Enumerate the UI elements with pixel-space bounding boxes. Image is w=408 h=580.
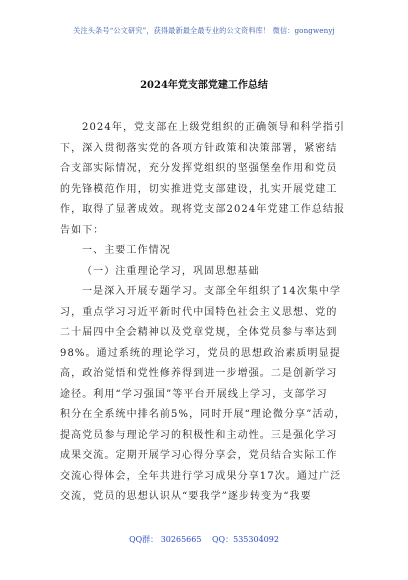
paragraph-line: 一是深入开展专题学习。支部全年组织了14次集中学 (82, 286, 342, 297)
paragraph-line: 下，深入贯彻落实党的各项方针政策和决策部署，紧密结 (60, 142, 338, 154)
paragraph-line: 2024年，党支部在上级党组织的正确领导和科学指引 (82, 122, 345, 133)
document-title: 2024年党支部党建工作总结 (140, 80, 268, 91)
paragraph-line: 途径。利用“学习强国”等平台开展线上学习，支部学习 (60, 388, 328, 400)
section-heading: 一、主要工作情况 (82, 245, 171, 256)
contact-footer (0, 534, 408, 545)
paragraph-line: 积分在全系统中排名前5%，同时开展“理论微分享”活动， (60, 409, 346, 420)
paragraph-line: 告如下： (60, 224, 105, 236)
paragraph-line: 交流心得体会，全年共进行学习成果分享17次。通过广泛 (60, 470, 342, 482)
promo-header: 关注头条号“公文研究”，获得最新最全最专业的公文资料库！ 微信：gongwenyj (73, 26, 335, 35)
paragraph-line: 二十届四中全会精神以及党章党规，全体党员参与率达到 (60, 327, 338, 338)
qq-group-label: QQ群： 30265665 (129, 535, 202, 544)
paragraph-line: 合支部实际情况，充分发挥党组织的坚强堡垒作用和党员 (60, 163, 338, 174)
document-body (60, 118, 354, 508)
paragraph-line: 高，政治觉悟和党性修养得到进一步增强。二是创新学习 (60, 368, 338, 379)
paragraph-line: 98%。通过系统的理论学习，党员的思想政治素质明显提 (60, 347, 341, 359)
qq-number-label: QQ：535304092 (212, 535, 279, 544)
paragraph-line: 的先锋模范作用，切实推进党支部建设，扎实开展党建工 (60, 183, 338, 195)
paragraph-line: 成果交流。定期开展学习心得分享会，党员结合实际工作 (60, 450, 338, 461)
subsection-heading: （一）注重理论学习，巩固思想基础 (82, 265, 260, 277)
paragraph-line: 作，取得了显著成效。现将党支部2024年党建工作总结报 (60, 204, 346, 215)
paragraph-line: 习，重点学习习近平新时代中国特色社会主义思想、党的 (60, 306, 338, 318)
paragraph-line: 交流，党员的思想认识从“要我学”逐步转变为“我要 (60, 491, 312, 502)
paragraph-line: 提高党员参与理论学习的积极性和主动性。三是强化学习 (60, 429, 338, 441)
